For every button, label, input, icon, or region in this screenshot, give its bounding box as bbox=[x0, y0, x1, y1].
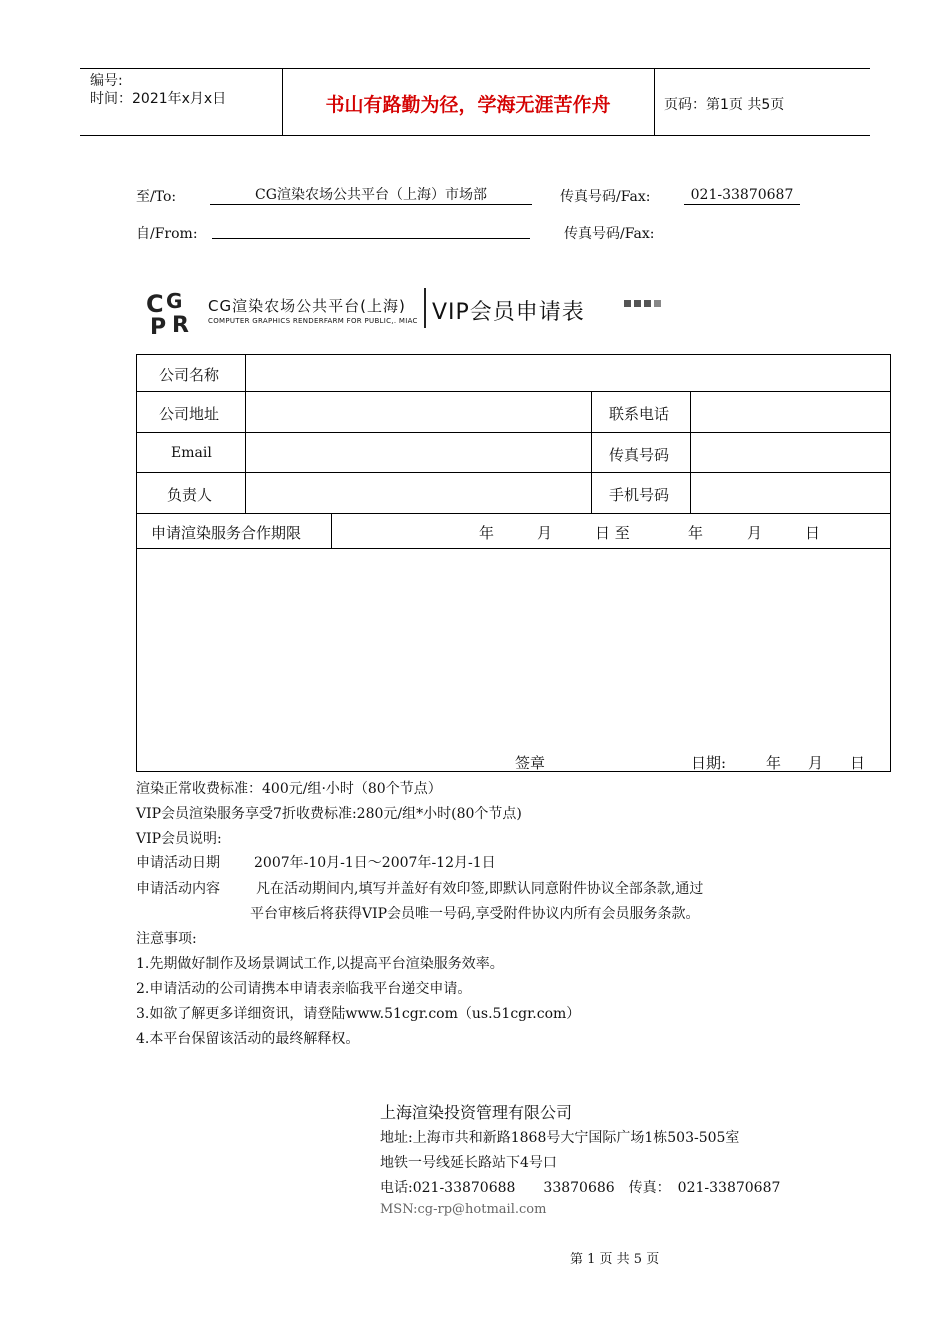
row-divider bbox=[137, 391, 890, 392]
svg-text:R: R bbox=[172, 313, 189, 336]
row-divider bbox=[137, 548, 890, 549]
company-address: 地址:上海市共和新路1868号大宁国际广场1栋503-505室 bbox=[380, 1130, 740, 1146]
header-top-rule bbox=[80, 68, 870, 69]
application-form bbox=[136, 354, 891, 772]
attention-item-1: 1.先期做好制作及场景调试工作,以提高平台渲染服务效率。 bbox=[136, 956, 504, 972]
period-day-to: 日 至 bbox=[595, 524, 630, 542]
company-address-field[interactable] bbox=[247, 393, 589, 431]
period-year-2: 年 bbox=[688, 524, 704, 542]
svg-text:C: C bbox=[146, 290, 164, 318]
fax-label-from: 传真号码/Fax: bbox=[564, 226, 655, 242]
square-icon bbox=[644, 300, 651, 307]
col-divider bbox=[331, 513, 332, 548]
company-phone: 电话:021-33870688 33870686 传真： 021-33870687 bbox=[380, 1180, 781, 1196]
header-divider bbox=[654, 68, 655, 136]
contact-phone-label: 联系电话 bbox=[609, 405, 670, 423]
period-month-1: 月 bbox=[537, 524, 553, 542]
page-info: 页码：第1页 共5页 bbox=[664, 97, 785, 113]
header-bottom-rule bbox=[80, 135, 870, 136]
form-title: VIP会员申请表 bbox=[432, 300, 585, 325]
date-label: 日期: bbox=[691, 754, 727, 772]
col-divider bbox=[690, 391, 691, 513]
from-label: 自/From: bbox=[136, 226, 198, 242]
svg-text:G: G bbox=[166, 289, 183, 313]
fax-number-label: 传真号码 bbox=[609, 446, 670, 464]
service-period-label: 申请渲染服务合作期限 bbox=[151, 524, 302, 542]
note-period-label: 申请活动日期 bbox=[136, 855, 220, 871]
period-day-2: 日 bbox=[805, 524, 821, 542]
company-name-field[interactable] bbox=[247, 356, 889, 390]
period-month-2: 月 bbox=[747, 524, 763, 542]
square-icon bbox=[624, 300, 631, 307]
note-content-line-1: 凡在活动期间内,填写并盖好有效印签,即默认同意附件协议全部条款,通过 bbox=[256, 881, 704, 897]
row-divider bbox=[137, 432, 890, 433]
logo-divider bbox=[424, 288, 426, 328]
company-address-label: 公司地址 bbox=[159, 405, 220, 423]
motto: 书山有路勤为径，学海无涯苦作舟 bbox=[325, 94, 611, 116]
attention-heading: 注意事项: bbox=[136, 931, 197, 947]
time-label: 时间：2021年x月x日 bbox=[90, 91, 227, 107]
fax-number-field[interactable] bbox=[692, 434, 888, 471]
mobile-field[interactable] bbox=[692, 474, 888, 512]
logo-name-cn: CG渲染农场公共平台(上海) bbox=[208, 297, 406, 315]
period-year-1: 年 bbox=[479, 524, 495, 542]
code-label: 编号: bbox=[90, 73, 123, 89]
svg-text:P: P bbox=[150, 315, 167, 336]
note-content-label: 申请活动内容 bbox=[136, 881, 220, 897]
from-field[interactable] bbox=[212, 223, 530, 239]
company-name: 上海渲染投资管理有限公司 bbox=[380, 1103, 573, 1122]
cgpr-logo bbox=[144, 288, 200, 336]
square-icon bbox=[634, 300, 641, 307]
header-divider bbox=[282, 68, 283, 136]
mobile-label: 手机号码 bbox=[609, 486, 670, 504]
note-vip-price: VIP会员渲染服务享受7折收费标准:280元/组*小时(80个节点) bbox=[136, 806, 522, 822]
date-year: 年 bbox=[766, 754, 782, 772]
to-value: CG渲染农场公共平台（上海）市场部 bbox=[210, 186, 532, 205]
row-divider bbox=[137, 513, 890, 514]
col-divider bbox=[245, 355, 246, 513]
note-vip-heading: VIP会员说明: bbox=[136, 831, 222, 847]
fax-value-to: 021-33870687 bbox=[684, 186, 800, 205]
company-msn: MSN:cg-rp@hotmail.com bbox=[380, 1202, 547, 1217]
note-content-line-2: 平台审核后将获得VIP会员唯一号码,享受附件协议内所有会员服务条款。 bbox=[250, 906, 700, 922]
logo-name-en: COMPUTER GRAPHICS RENDERFARM FOR PUBLIC,. MIAC bbox=[208, 317, 418, 325]
attention-item-2: 2.申请活动的公司请携本申请表亲临我平台递交申请。 bbox=[136, 981, 472, 997]
fax-label-to: 传真号码/Fax: bbox=[560, 189, 651, 205]
company-name-label: 公司名称 bbox=[159, 366, 220, 384]
attention-item-4: 4.本平台保留该活动的最终解释权。 bbox=[136, 1031, 360, 1047]
email-label: Email bbox=[171, 445, 212, 461]
company-metro: 地铁一号线延长路站下4号口 bbox=[380, 1155, 557, 1171]
person-in-charge-field[interactable] bbox=[247, 474, 589, 512]
date-day: 日 bbox=[850, 754, 866, 772]
seal-label: 签章 bbox=[515, 754, 546, 772]
date-month: 月 bbox=[808, 754, 824, 772]
contact-phone-field[interactable] bbox=[692, 393, 888, 431]
footer-page: 第 1 页 共 5 页 bbox=[570, 1252, 660, 1267]
row-divider bbox=[137, 472, 890, 473]
remarks-area[interactable] bbox=[139, 551, 889, 745]
attention-item-3: 3.如欲了解更多详细资讯，请登陆www.51cgr.com（us.51cgr.com） bbox=[136, 1006, 581, 1022]
email-field[interactable] bbox=[247, 434, 589, 471]
header-meta bbox=[90, 72, 226, 108]
note-normal-price: 渲染正常收费标准：400元/组·小时（80个节点） bbox=[136, 781, 442, 797]
person-in-charge-label: 负责人 bbox=[167, 486, 213, 504]
note-period-value: 2007年-10月-1日～2007年-12月-1日 bbox=[254, 855, 496, 871]
to-label: 至/To: bbox=[136, 189, 177, 205]
square-icon bbox=[654, 300, 661, 307]
col-divider bbox=[591, 391, 592, 513]
